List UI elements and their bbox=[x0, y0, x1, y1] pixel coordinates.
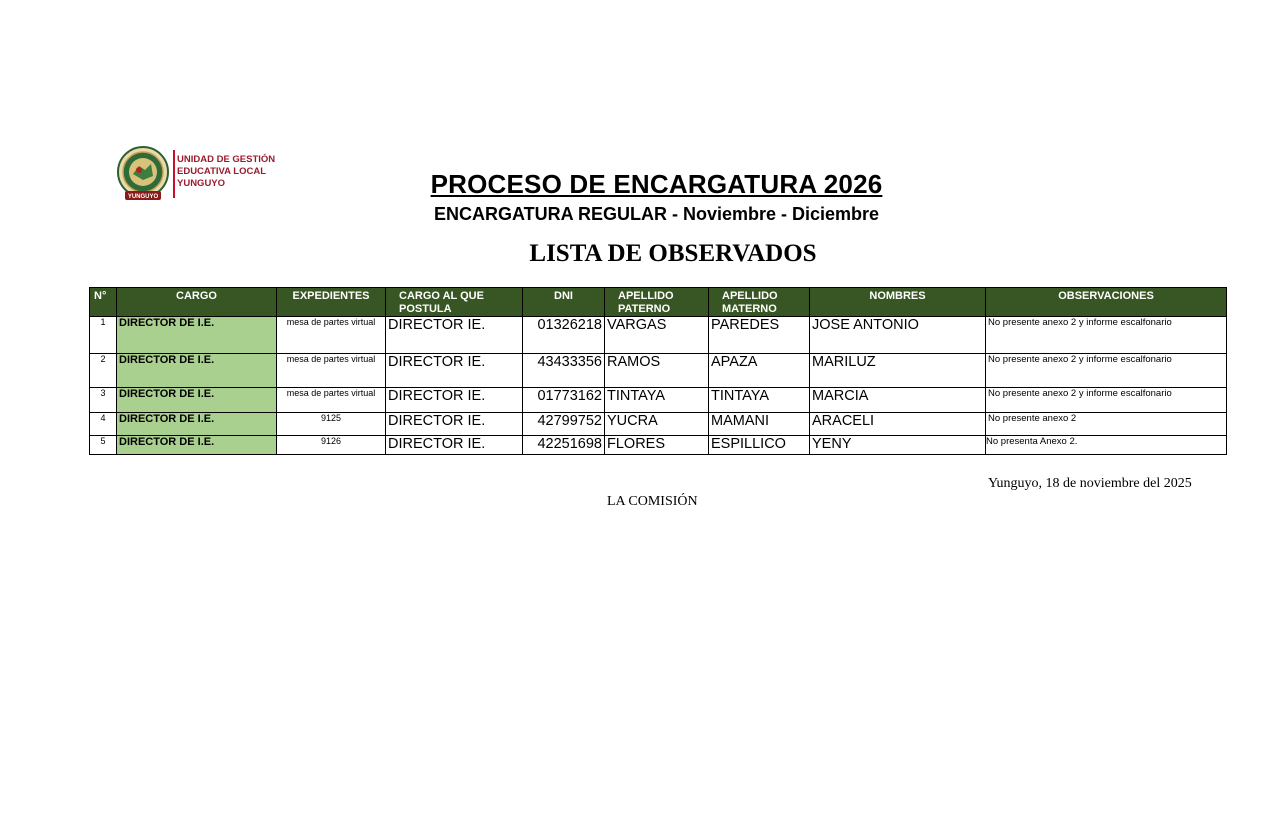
row-apellido-paterno: FLORES bbox=[605, 436, 709, 455]
row-number: 2 bbox=[90, 354, 117, 388]
row-apellido-paterno: RAMOS bbox=[605, 354, 709, 388]
row-cargo: DIRECTOR DE I.E. bbox=[117, 436, 277, 455]
row-cargo: DIRECTOR DE I.E. bbox=[117, 354, 277, 388]
row-apellido-materno: PAREDES bbox=[709, 317, 810, 354]
row-dni: 01773162 bbox=[523, 388, 605, 413]
row-apellido-paterno: YUCRA bbox=[605, 413, 709, 436]
row-cargo-postula: DIRECTOR IE. bbox=[386, 436, 523, 455]
col-header-apellido-paterno: APELLIDO PATERNO bbox=[605, 288, 709, 317]
row-observacion: No presente anexo 2 bbox=[986, 413, 1227, 436]
table-row bbox=[90, 388, 1227, 413]
page-subtitle: ENCARGATURA REGULAR - Noviembre - Diciembre bbox=[433, 204, 880, 224]
commission-signature: LA COMISIÓN bbox=[607, 494, 698, 509]
row-apellido-materno: APAZA bbox=[709, 354, 810, 388]
row-nombres: JOSE ANTONIO bbox=[810, 317, 986, 354]
row-dni: 43433356 bbox=[523, 354, 605, 388]
row-expediente: 9125 bbox=[277, 413, 386, 436]
col-header-cargo-postula: CARGO AL QUE POSTULA bbox=[386, 288, 523, 317]
row-cargo: DIRECTOR DE I.E. bbox=[117, 413, 277, 436]
row-nombres: MARCIA bbox=[810, 388, 986, 413]
logo-line-3: YUNGUYO bbox=[177, 178, 226, 189]
table-row bbox=[90, 317, 1227, 354]
col-header-cargo: CARGO bbox=[117, 288, 277, 317]
row-apellido-paterno: TINTAYA bbox=[605, 388, 709, 413]
row-observacion: No presente anexo 2 y informe escalfonario bbox=[986, 388, 1227, 413]
col-header-dni: DNI bbox=[523, 288, 605, 317]
observados-table bbox=[89, 287, 1227, 455]
col-header-expedientes: EXPEDIENTES bbox=[277, 288, 386, 317]
row-number: 1 bbox=[90, 317, 117, 354]
table-row bbox=[90, 413, 1227, 436]
row-observacion: No presenta Anexo 2. bbox=[986, 436, 1227, 455]
col-header-observaciones: OBSERVACIONES bbox=[986, 288, 1227, 317]
row-apellido-materno: TINTAYA bbox=[709, 388, 810, 413]
row-observacion: No presente anexo 2 y informe escalfonario bbox=[986, 354, 1227, 388]
row-observacion: No presente anexo 2 y informe escalfonario bbox=[986, 317, 1227, 354]
row-expediente: 9126 bbox=[277, 436, 386, 455]
row-apellido-paterno: VARGAS bbox=[605, 317, 709, 354]
logo-line-1: UNIDAD DE GESTIÓN bbox=[177, 154, 276, 165]
row-dni: 01326218 bbox=[523, 317, 605, 354]
row-apellido-materno: ESPILLICO bbox=[709, 436, 810, 455]
row-cargo-postula: DIRECTOR IE. bbox=[386, 354, 523, 388]
col-header-apellido-materno: APELLIDO MATERNO bbox=[709, 288, 810, 317]
col-header-nombres: NOMBRES bbox=[810, 288, 986, 317]
row-apellido-materno: MAMANI bbox=[709, 413, 810, 436]
row-number: 3 bbox=[90, 388, 117, 413]
row-nombres: ARACELI bbox=[810, 413, 986, 436]
row-dni: 42251698 bbox=[523, 436, 605, 455]
row-cargo-postula: DIRECTOR IE. bbox=[386, 388, 523, 413]
col-header-n: N° bbox=[90, 288, 117, 317]
row-expediente: mesa de partes virtual bbox=[277, 317, 386, 354]
row-dni: 42799752 bbox=[523, 413, 605, 436]
row-expediente: mesa de partes virtual bbox=[277, 354, 386, 388]
table-header-row bbox=[90, 288, 1227, 317]
date-line: Yunguyo, 18 de noviembre del 2025 bbox=[988, 476, 1192, 491]
row-number: 5 bbox=[90, 436, 117, 455]
list-title: LISTA DE OBSERVADOS bbox=[529, 240, 817, 267]
logo-line-2: EDUCATIVA LOCAL bbox=[177, 166, 267, 177]
row-cargo: DIRECTOR DE I.E. bbox=[117, 317, 277, 354]
row-cargo-postula: DIRECTOR IE. bbox=[386, 413, 523, 436]
row-cargo: DIRECTOR DE I.E. bbox=[117, 388, 277, 413]
row-nombres: MARILUZ bbox=[810, 354, 986, 388]
row-expediente: mesa de partes virtual bbox=[277, 388, 386, 413]
table-row bbox=[90, 354, 1227, 388]
table-row bbox=[90, 436, 1227, 455]
seal-label: YUNGUYO bbox=[127, 194, 159, 200]
row-cargo-postula: DIRECTOR IE. bbox=[386, 317, 523, 354]
page-title: PROCESO DE ENCARGATURA 2026 bbox=[430, 169, 883, 199]
row-number: 4 bbox=[90, 413, 117, 436]
row-nombres: YENY bbox=[810, 436, 986, 455]
